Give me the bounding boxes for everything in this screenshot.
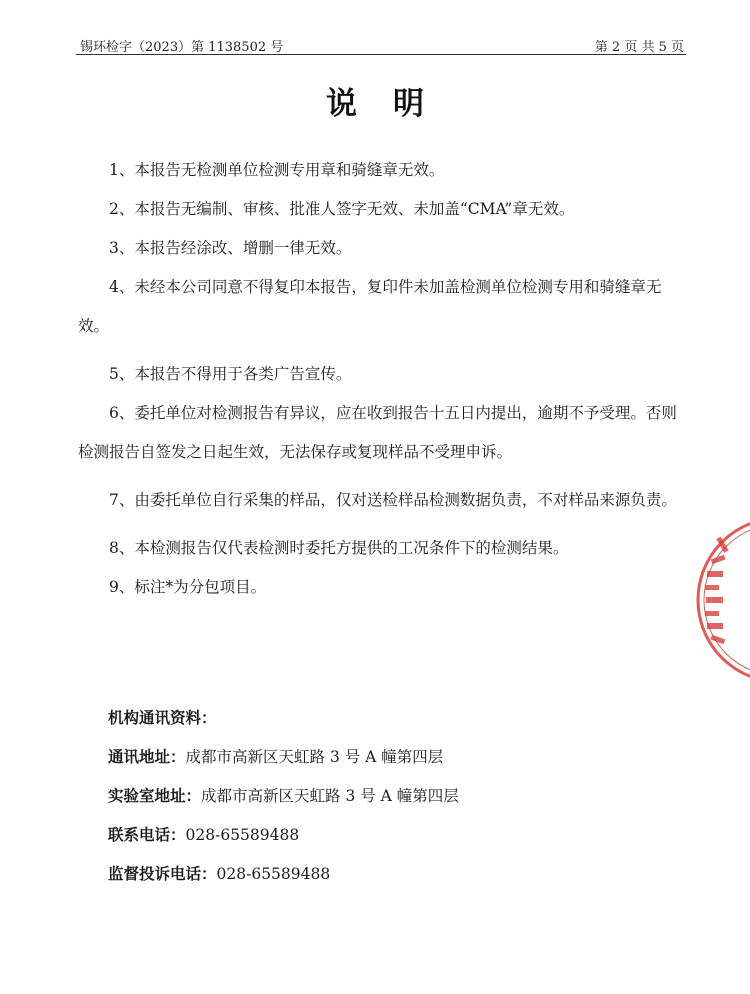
contact-phone	[108, 825, 459, 845]
note-item: 4、未经本公司同意不得复印本报告，复印件未加盖检测单位检测专用和骑缝章无效。	[78, 278, 662, 335]
lab-address-value: 成都市高新区天虹路 3 号 A 幢第四层	[201, 787, 459, 805]
complaint-value: 028-65589488	[216, 865, 331, 883]
page-header	[76, 36, 686, 55]
page-title: 说明	[326, 86, 460, 122]
contact-lab-address	[108, 786, 459, 806]
note-item: 1、本报告无检测单位检测专用章和骑缝章无效。	[109, 161, 445, 179]
contact-heading: 机构通讯资料：	[108, 708, 217, 727]
address-label: 通讯地址：	[108, 747, 186, 766]
contact-address	[108, 747, 459, 767]
note-item: 7、由委托单位自行采集的样品，仅对送检样品检测数据负责，不对样品来源负责。	[109, 491, 677, 509]
address-value: 成都市高新区天虹路 3 号 A 幢第四层	[185, 748, 444, 766]
contact-complaint-phone	[108, 864, 459, 884]
report-number: 锡环检字（2023）第 1138502 号	[80, 40, 284, 55]
note-item: 5、本报告不得用于各类广告宣传。	[109, 365, 352, 383]
complaint-label: 监督投诉电话：	[108, 864, 217, 883]
seal-stamp-icon	[685, 505, 750, 695]
page-info: 第 2 页 共 5 页	[594, 40, 684, 55]
note-item: 6、委托单位对检测报告有异议，应在收到报告十五日内提出，逾期不予受理。否则检测报告自签发之日起生效，无法保存或复现样品不受理申诉。	[78, 404, 677, 461]
notes-list	[78, 160, 690, 616]
note-item: 3、本报告经涂改、增删一律无效。	[109, 239, 352, 257]
contact-info	[108, 708, 459, 903]
lab-address-label: 实验室地址：	[108, 786, 202, 805]
note-item: 2、本报告无编制、审核、批准人签字无效、未加盖“CMA”章无效。	[109, 200, 575, 218]
phone-value: 028-65589488	[185, 826, 300, 844]
note-item: 9、标注*为分包项目。	[109, 578, 267, 596]
phone-label: 联系电话：	[108, 825, 186, 844]
note-item: 8、本检测报告仅代表检测时委托方提供的工况条件下的检测结果。	[109, 539, 569, 557]
